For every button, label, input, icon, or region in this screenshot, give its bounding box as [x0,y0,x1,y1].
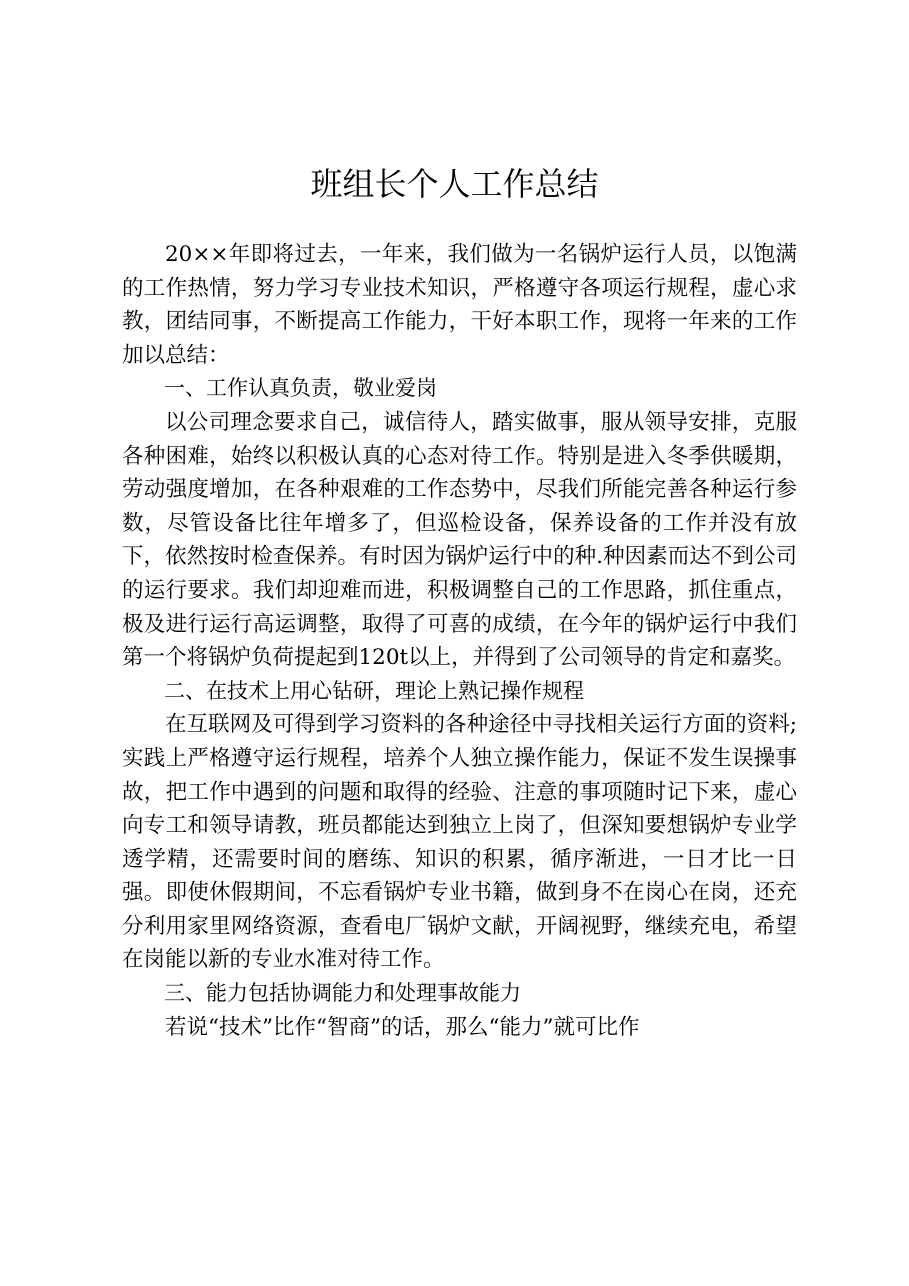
section-heading-2: 二、在技术上用心钻研，理论上熟记操作规程 [164,678,584,703]
intro-paragraph: 20××年即将过去，一年来，我们做为一名锅炉运行人员，以饱满的工作热情，努力学习专业技术知识，严格遵守各项运行规程，虚心求教，团结同事，不断提高工作能力，干好本职工作，现将一年来的工作加以总结： [122,242,797,368]
section-heading-1: 一、工作认真负责，敬业爱岗 [164,376,437,401]
section-1-paragraph: 以公司理念要求自己，诚信待人，踏实做事，服从领导安排，克服各种困难，始终以积极认真的心态对待工作。特别是进入冬季供暖期，劳动强度增加，在各种艰难的工作态势中，尽我们所能完善各种运行参数，尽管设备比往年增多了，但巡检设备，保养设备的工作并没有放下，依然按时检查保养。有时因为锅炉运行中的种.种因素而达不到公司的运行要求。我们却迎难而进，积极调整自己的工作思路，抓住重点，极及进行运行高运调整，取得了可喜的成绩，在今年的锅炉运行中我们第一个将锅炉负荷提起到120t以上，并得到了公司领导的肯定和嘉奖。 [122,409,797,671]
document-title: 班组长个人工作总结 [310,165,599,203]
section-2-paragraph: 在互联网及可得到学习资料的各种途径中寻找相关运行方面的资料;实践上严格遵守运行规程，培养个人独立操作能力，保证不发生误操事故，把工作中遇到的问题和取得的经验、注意的事项随时记下来，虚心向专工和领导请教，班员都能达到独立上岗了，但深知要想锅炉专业学透学精，还需要时间的磨练、知识的积累，循序渐进，一日才比一日强。即使休假期间，不忘看锅炉专业书籍，做到身不在岗心在岗，还充分利用家里网络资源，查看电厂锅炉文献，开阔视野，继续充电，希望在岗能以新的专业水准对待工作。 [122,712,797,973]
section-3-paragraph: 若说“技术”比作“智商”的话，那么“能力”就可比作 [165,1014,640,1040]
document-body [122,238,797,1044]
section-heading-3: 三、能力包括协调能力和处理事故能力 [164,981,521,1006]
